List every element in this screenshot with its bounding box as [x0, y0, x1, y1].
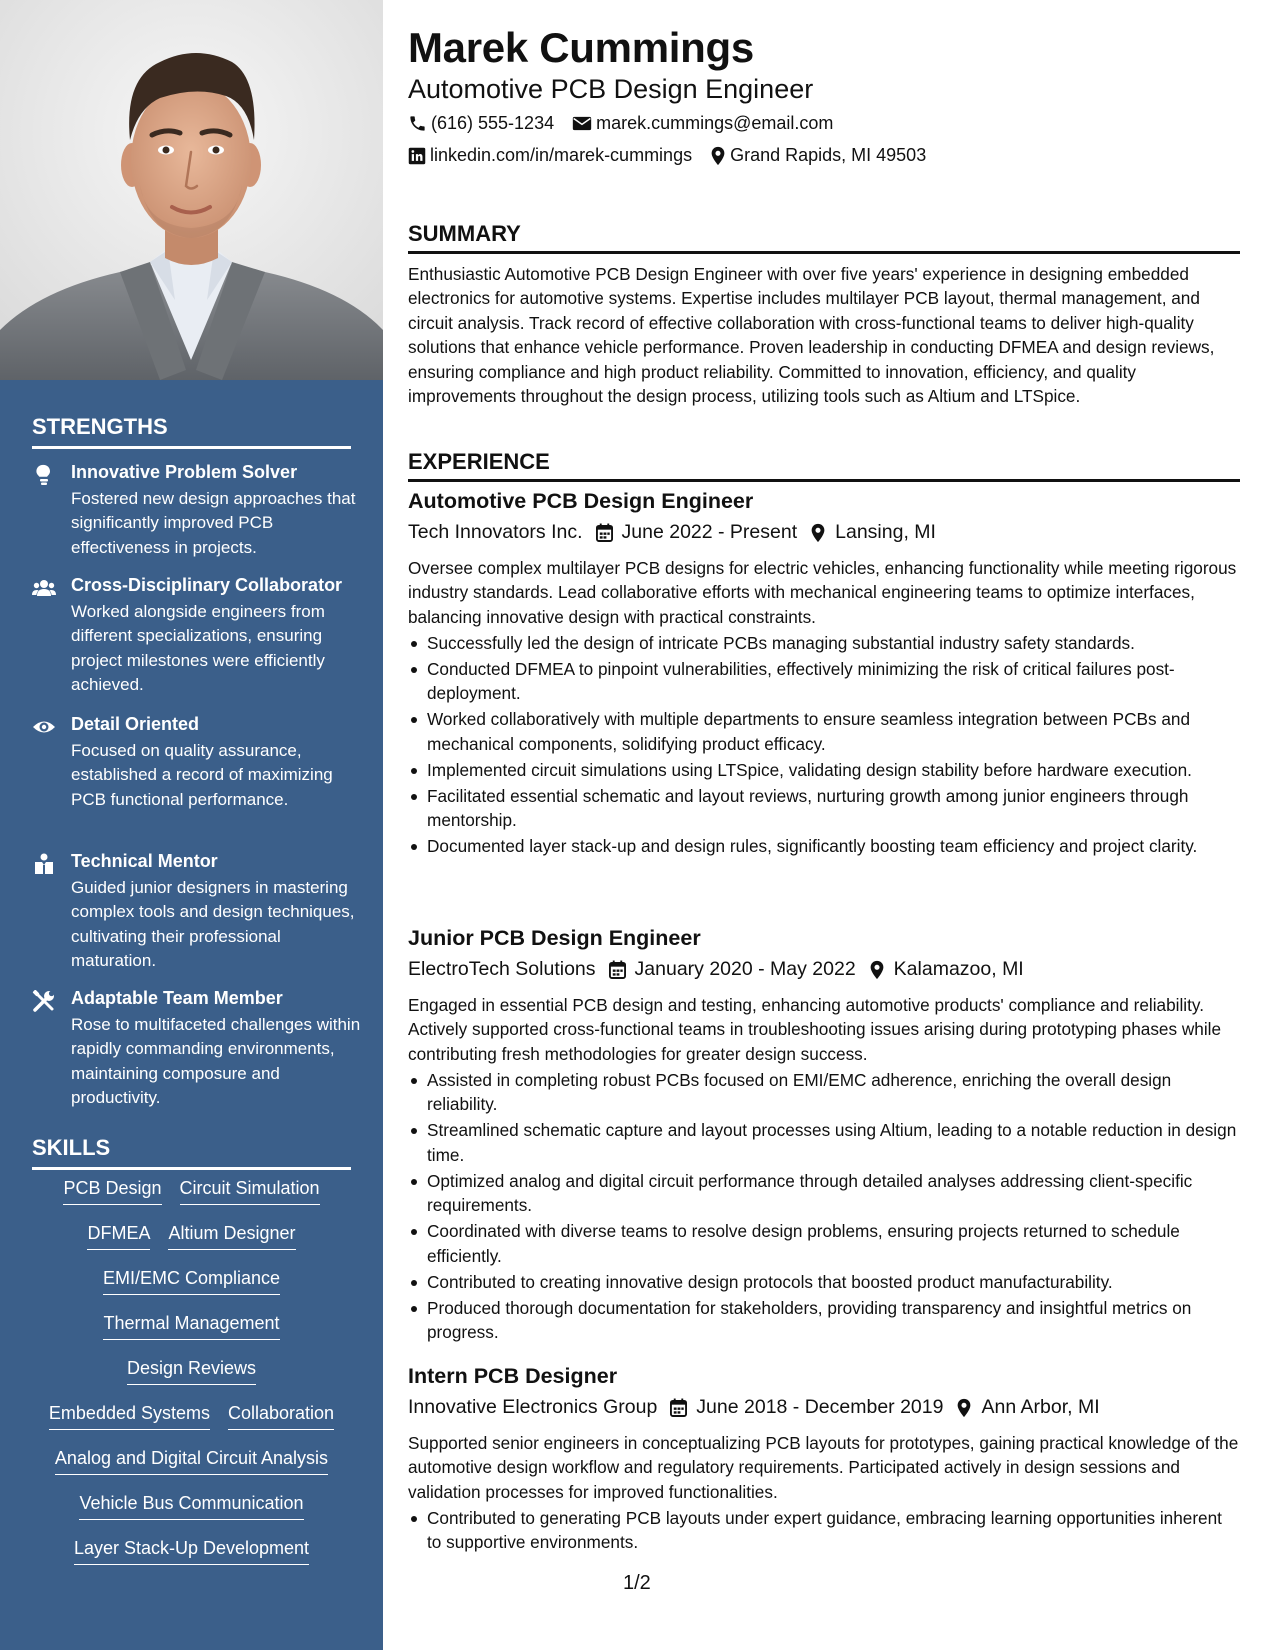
phone-icon — [408, 114, 427, 133]
job-meta — [408, 1396, 1113, 1419]
job-location-text: Kalamazoo, MI — [893, 958, 1024, 980]
strength-description: Fostered new design approaches that significantly improved PCB effectiveness in projects. — [71, 489, 356, 557]
job-location — [956, 1396, 1099, 1419]
list-item: Contributed to generating PCB layouts under expert guidance, embracing learning opportunities inherent to supportive environments. — [408, 1506, 1240, 1555]
skill-tag: Altium Designer — [168, 1223, 295, 1250]
profile-photo — [0, 0, 383, 380]
job-description: Engaged in essential PCB design and testing, enhancing automotive products' compliance and reliability. Actively supported cross-functional teams in troubleshooting issues arising during prototyping phases while contributing fresh methodologies for greater design success. — [408, 995, 1222, 1064]
location-text: Grand Rapids, MI 49503 — [730, 145, 927, 165]
lightbulb-icon — [32, 464, 56, 486]
map-pin-icon — [869, 960, 885, 980]
list-item: Conducted DFMEA to pinpoint vulnerabilities, effectively minimizing the risk of critical failures post-deployment. — [408, 657, 1240, 706]
skill-tag: PCB Design — [63, 1178, 161, 1205]
skill-tag: Analog and Digital Circuit Analysis — [55, 1448, 328, 1475]
job-company: Tech Innovators Inc. — [408, 521, 583, 543]
job-location-text: Lansing, MI — [835, 521, 936, 543]
calendar-icon — [596, 523, 613, 542]
page-number: 1/2 — [623, 1572, 651, 1594]
linkedin-contact[interactable] — [408, 145, 692, 166]
list-item: Coordinated with diverse teams to resolve design problems, ensuring projects returned to schedule efficiently. — [408, 1219, 1240, 1268]
calendar-icon — [609, 960, 626, 979]
list-item: Facilitated essential schematic and layout reviews, nurturing growth among junior engineers through mentorship. — [408, 784, 1240, 833]
candidate-title: Automotive PCB Design Engineer — [408, 74, 814, 104]
job-dates — [670, 1396, 943, 1419]
list-item: Streamlined schematic capture and layout processes using Altium, leading to a notable reduction in design time. — [408, 1118, 1240, 1167]
skill-tag: Embedded Systems — [49, 1403, 210, 1430]
skill-tag: Design Reviews — [127, 1358, 256, 1385]
job-location — [869, 958, 1024, 981]
envelope-icon — [572, 115, 592, 132]
job-description: Supported senior engineers in conceptualizing PCB layouts for prototypes, gaining practical knowledge of the automotive design workflow and regulatory requirements. Participated actively in design sessions and validation processes for improved functionalities. — [408, 1433, 1239, 1502]
skills-heading: SKILLS — [32, 1135, 351, 1170]
strength-title: Technical Mentor — [71, 851, 218, 871]
list-item: Contributed to creating innovative design protocols that boosted product manufacturability. — [408, 1270, 1240, 1294]
strength-description: Guided junior designers in mastering complex tools and design techniques, cultivating their professional maturation. — [71, 878, 355, 970]
job-dates — [609, 958, 856, 981]
map-pin-icon — [710, 146, 726, 166]
job-company: ElectroTech Solutions — [408, 958, 596, 980]
sidebar — [0, 0, 383, 1650]
job-bullets — [408, 1506, 1240, 1556]
job-dates-text: January 2020 - May 2022 — [634, 958, 856, 980]
contact-row — [408, 113, 851, 134]
linkedin-icon — [408, 147, 426, 165]
job-bullets — [408, 1068, 1240, 1346]
job-description: Oversee complex multilayer PCB designs for electric vehicles, enhancing functionality while meeting rigorous industry standards. Lead collaborative efforts with mechanical engineering teams to optimize interfaces, balancing innovative design with practical constraints. — [408, 558, 1237, 627]
email-text: marek.cummings@email.com — [596, 113, 834, 133]
skill-tag: Collaboration — [228, 1403, 334, 1430]
skill-tag: Vehicle Bus Communication — [79, 1493, 303, 1520]
users-icon — [32, 577, 56, 599]
strength-title: Cross-Disciplinary Collaborator — [71, 575, 343, 595]
job-meta — [408, 521, 949, 544]
mentor-icon — [32, 853, 56, 875]
job-dates-text: June 2018 - December 2019 — [696, 1396, 944, 1418]
skill-tag: Layer Stack-Up Development — [74, 1538, 309, 1565]
linkedin-text: linkedin.com/in/marek-cummings — [430, 145, 693, 165]
job-location — [810, 521, 936, 544]
experience-heading: EXPERIENCE — [408, 449, 1240, 482]
map-pin-icon — [810, 523, 826, 543]
email-contact[interactable] — [572, 113, 833, 134]
job-title: Junior PCB Design Engineer — [408, 926, 701, 950]
map-pin-icon — [956, 1398, 972, 1418]
location-contact — [710, 145, 926, 166]
list-item: Optimized analog and digital circuit performance through detailed analyses addressing client-specific requirements. — [408, 1169, 1240, 1218]
contact-row — [408, 145, 944, 166]
job-dates — [596, 521, 798, 544]
skills-list — [32, 1178, 351, 1583]
list-item: Assisted in completing robust PCBs focused on EMI/EMC adherence, enriching the overall design reliability. — [408, 1068, 1240, 1117]
strength-title: Innovative Problem Solver — [71, 462, 298, 482]
summary-heading: SUMMARY — [408, 221, 1240, 254]
list-item: Worked collaboratively with multiple departments to ensure seamless integration between PCBs and mechanical components, solidifying product efficacy. — [408, 707, 1240, 756]
skill-tag: EMI/EMC Compliance — [103, 1268, 280, 1295]
list-item: Successfully led the design of intricate PCBs managing substantial industry safety standards. — [408, 631, 1240, 655]
job-title: Automotive PCB Design Engineer — [408, 489, 754, 513]
job-dates-text: June 2022 - Present — [621, 521, 798, 543]
list-item: Documented layer stack-up and design rules, significantly boosting team efficiency and project clarity. — [408, 834, 1240, 858]
strengths-heading: STRENGTHS — [32, 414, 351, 449]
phone-text: (616) 555-1234 — [431, 113, 555, 133]
skill-tag: Circuit Simulation — [180, 1178, 320, 1205]
job-location-text: Ann Arbor, MI — [981, 1396, 1100, 1418]
job-meta — [408, 958, 1037, 981]
strength-title: Detail Oriented — [71, 714, 200, 734]
list-item: Produced thorough documentation for stakeholders, providing transparency and insightful metrics on progress. — [408, 1296, 1240, 1345]
strength-description: Focused on quality assurance, established a record of maximizing PCB functional performance. — [71, 741, 333, 809]
skill-tag: DFMEA — [87, 1223, 150, 1250]
phone-contact[interactable] — [408, 113, 554, 134]
eye-icon — [32, 716, 56, 738]
strength-description: Rose to multifaceted challenges within rapidly commanding environments, maintaining composure and productivity. — [71, 1015, 361, 1107]
job-bullets — [408, 631, 1240, 860]
strength-title: Adaptable Team Member — [71, 988, 283, 1008]
tools-icon — [32, 990, 56, 1012]
candidate-name: Marek Cummings — [408, 24, 754, 71]
strength-description: Worked alongside engineers from different specializations, ensuring project milestones were efficiently achieved. — [71, 602, 325, 694]
summary-text: Enthusiastic Automotive PCB Design Engineer with over five years' experience in designing embedded electronics for automotive systems. Expertise includes multilayer PCB layout, thermal management, and circuit analysis. Track record of effective collaboration with cross-functional teams to deliver high-quality solutions that enhance vehicle performance. Proven leadership in conducting DFMEA and design reviews, ensuring compliance and high product reliability. Committed to innovation, efficiency, and quality improvements throughout the design process, utilizing tools such as Altium and LTSpice. — [408, 264, 1215, 407]
job-company: Innovative Electronics Group — [408, 1396, 658, 1418]
calendar-icon — [670, 1398, 687, 1417]
job-title: Intern PCB Designer — [408, 1364, 618, 1388]
portrait-image — [0, 0, 383, 380]
skill-tag: Thermal Management — [103, 1313, 279, 1340]
list-item: Implemented circuit simulations using LTSpice, validating design stability before hardware execution. — [408, 758, 1240, 782]
